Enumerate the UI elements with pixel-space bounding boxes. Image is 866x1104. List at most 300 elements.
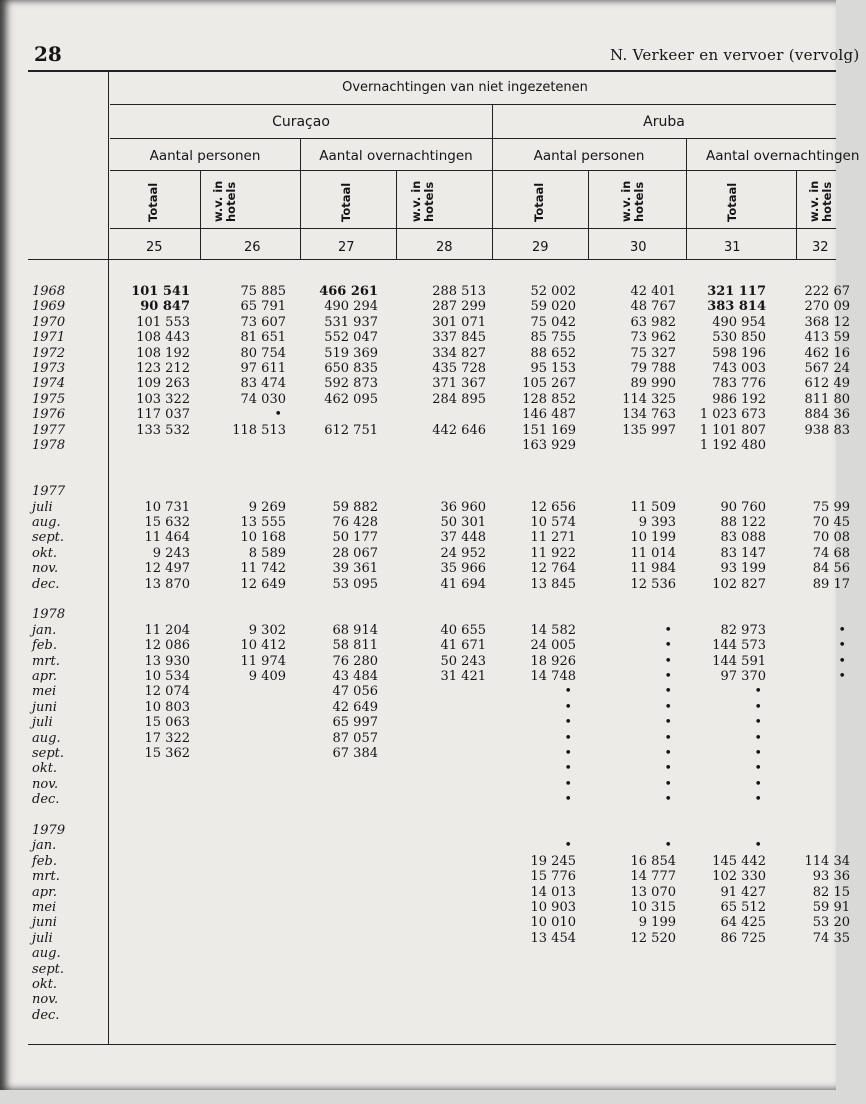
table-cell: 114 325 <box>622 391 676 407</box>
main-heading: Overnachtingen van niet ingezetenen <box>342 80 588 95</box>
table-cell: 11 014 <box>630 545 676 561</box>
aruba-nights-heading: Aantal overnachtingen <box>706 148 860 164</box>
row-label: 1979 <box>32 823 66 838</box>
table-cell: • <box>664 792 672 808</box>
table-cell: 10 731 <box>144 499 190 515</box>
table-cell: 86 725 <box>720 930 766 946</box>
table-cell: • <box>564 776 572 792</box>
wv-line: w.v. in <box>211 180 225 222</box>
table-cell: 75 99 <box>812 499 850 515</box>
table-cell: 151 169 <box>522 422 576 438</box>
table-cell: 75 042 <box>530 314 576 330</box>
table-cell: 39 361 <box>332 561 378 577</box>
table-cell: 108 192 <box>136 345 190 361</box>
table-cell: 13 555 <box>240 515 286 530</box>
table-cell: • <box>754 761 762 777</box>
table-cell: 144 591 <box>712 653 766 669</box>
table-cell: 9 199 <box>638 915 676 931</box>
table-cell: 97 611 <box>240 361 286 376</box>
table-cell: 24 952 <box>440 545 486 561</box>
table-cell: • <box>664 684 672 700</box>
table-cell: 163 929 <box>522 438 576 453</box>
col-heading-totaal: Totaal <box>725 182 739 222</box>
table-cell: 16 854 <box>630 853 676 869</box>
rule <box>110 138 836 139</box>
table-cell: 93 199 <box>720 561 766 577</box>
table-cell: 10 574 <box>530 515 576 530</box>
table-cell: 145 442 <box>712 853 766 869</box>
table-cell: 73 962 <box>630 330 676 346</box>
table-cell: 12 536 <box>630 576 676 592</box>
row-label: 1971 <box>32 330 66 346</box>
table-cell: 80 754 <box>240 345 286 361</box>
table-cell: 368 12 <box>804 314 850 330</box>
wv-line: w.v. in <box>619 180 633 222</box>
table-cell: 135 997 <box>622 422 676 438</box>
table-cell: 10 412 <box>240 638 286 654</box>
table-cell: 65 791 <box>240 299 286 315</box>
table-cell: 442 646 <box>432 422 486 438</box>
table-cell: 413 59 <box>804 330 850 346</box>
table-cell: • <box>754 730 762 746</box>
table-cell: 811 80 <box>804 391 850 407</box>
table-cell: 466 261 <box>319 284 378 299</box>
table-cell: 1 023 673 <box>699 407 766 423</box>
row-label: 1974 <box>32 376 66 392</box>
table-cell: 13 930 <box>144 653 190 669</box>
row-label: 1972 <box>32 345 66 361</box>
table-cell: 8 589 <box>248 545 286 561</box>
table-cell: 13 454 <box>530 930 576 946</box>
row-label: jan. <box>32 838 57 854</box>
row-label: 1973 <box>32 361 66 376</box>
table-cell: 65 512 <box>720 900 766 915</box>
table-cell: 53 20 <box>812 915 850 931</box>
table-cell: • <box>754 776 762 792</box>
table-cell: 12 520 <box>630 930 676 946</box>
table-cell: 10 199 <box>630 530 676 546</box>
table-cell: 43 484 <box>332 669 378 684</box>
table-cell: 884 36 <box>804 407 850 423</box>
table-cell: 986 192 <box>712 391 766 407</box>
aruba-heading: Aruba <box>643 114 685 130</box>
table-cell: 59 882 <box>332 499 378 515</box>
table-cell: 76 280 <box>332 653 378 669</box>
table-cell: 783 776 <box>712 376 766 392</box>
table-cell: • <box>664 730 672 746</box>
col-heading-wv-hotels <box>620 172 646 222</box>
table-cell: 270 09 <box>804 299 850 315</box>
rule <box>110 104 836 105</box>
table-cell: 87 057 <box>332 730 378 746</box>
table-cell: • <box>664 622 672 638</box>
column-number: 31 <box>724 240 741 255</box>
table-cell: 19 245 <box>530 853 576 869</box>
column-number: 27 <box>338 240 355 255</box>
table-cell: 301 071 <box>432 314 486 330</box>
table-cell: 567 24 <box>804 361 850 376</box>
row-label: dec. <box>32 576 60 592</box>
table-cell: 65 997 <box>332 715 378 731</box>
table-cell: 14 748 <box>530 669 576 684</box>
table-cell: 70 45 <box>812 515 850 530</box>
col-divider <box>200 170 201 259</box>
row-label: mei <box>32 684 57 700</box>
table-cell: 89 990 <box>630 376 676 392</box>
row-label: 1978 <box>32 607 66 623</box>
table-cell: 592 873 <box>324 376 378 392</box>
table-cell: 97 370 <box>720 669 766 684</box>
page-number: 28 <box>34 42 62 66</box>
table-cell: 15 063 <box>144 715 190 731</box>
table-cell: 12 497 <box>144 561 190 577</box>
table-cell: 12 649 <box>240 576 286 592</box>
row-label: mei <box>32 900 57 915</box>
table-cell: 337 845 <box>432 330 486 346</box>
col-heading-totaal: Totaal <box>146 182 160 222</box>
table-cell: • <box>838 653 846 669</box>
table-cell: 53 095 <box>332 576 378 592</box>
table-cell: 95 153 <box>530 361 576 376</box>
table-cell: 74 030 <box>240 391 286 407</box>
table-cell: 490 294 <box>324 299 378 315</box>
row-label: nov. <box>32 992 59 1008</box>
table-cell: 9 409 <box>248 669 286 684</box>
table-cell: • <box>754 838 762 854</box>
row-label: 1969 <box>32 299 66 315</box>
table-cell: 59 020 <box>530 299 576 315</box>
curacao-heading: Curaçao <box>272 114 330 130</box>
table-cell: 28 067 <box>332 545 378 561</box>
row-label: 1975 <box>32 391 66 407</box>
table-cell: 50 177 <box>332 530 378 546</box>
table-cell: • <box>564 746 572 761</box>
row-label: sept. <box>32 961 65 977</box>
table-cell: 83 474 <box>240 376 286 392</box>
table-cell: 11 974 <box>240 653 286 669</box>
table-cell: 435 728 <box>432 361 486 376</box>
row-label: nov. <box>32 561 59 577</box>
table-cell: 11 742 <box>240 561 286 577</box>
table-cell: • <box>838 638 846 654</box>
running-header: N. Verkeer en vervoer (vervolg) <box>610 46 860 64</box>
row-label: juli <box>32 499 53 515</box>
table-cell: 84 56 <box>812 561 850 577</box>
col-divider <box>588 170 589 259</box>
row-label: feb. <box>32 638 57 654</box>
row-label: 1968 <box>32 284 66 299</box>
col-heading-wv-hotels <box>212 172 238 222</box>
wv-line: w.v. in <box>807 180 821 222</box>
table-cell: • <box>664 776 672 792</box>
table-cell: 35 966 <box>440 561 486 577</box>
column-number: 29 <box>532 240 549 255</box>
hotels-line: hotels <box>632 181 646 222</box>
table-cell: • <box>754 792 762 808</box>
table-cell: 9 243 <box>152 545 190 561</box>
table-cell: 108 443 <box>136 330 190 346</box>
column-number: 25 <box>146 240 163 255</box>
table-cell: 321 117 <box>707 284 766 299</box>
table-cell: 52 002 <box>530 284 576 299</box>
table-cell: 288 513 <box>432 284 486 299</box>
table-cell: 17 322 <box>144 730 190 746</box>
row-label: okt. <box>32 977 58 992</box>
table-cell: 552 047 <box>324 330 378 346</box>
table-cell: • <box>838 669 846 684</box>
table-cell: 50 301 <box>440 515 486 530</box>
table-cell: 10 168 <box>240 530 286 546</box>
table-cell: 531 937 <box>324 314 378 330</box>
bottom-rule <box>28 1044 836 1045</box>
table-cell: • <box>564 715 572 731</box>
table-cell: 93 36 <box>812 869 850 885</box>
table-cell: 42 649 <box>332 699 378 715</box>
table-cell: • <box>664 638 672 654</box>
table-cell: 41 694 <box>440 576 486 592</box>
table-cell: • <box>664 761 672 777</box>
row-label: nov. <box>32 776 59 792</box>
table-cell: 83 147 <box>720 545 766 561</box>
table-cell: 41 671 <box>440 638 486 654</box>
row-label: juli <box>32 715 53 731</box>
table-cell: • <box>664 746 672 761</box>
table-cell: 42 401 <box>630 284 676 299</box>
table-cell: 128 852 <box>522 391 576 407</box>
table-cell: 18 926 <box>530 653 576 669</box>
table-cell: 117 037 <box>136 407 190 423</box>
table-cell: 383 814 <box>707 299 766 315</box>
table-cell: 462 16 <box>804 345 850 361</box>
table-cell: • <box>754 715 762 731</box>
table-cell: 15 776 <box>530 869 576 885</box>
table-cell: • <box>838 622 846 638</box>
table-cell: • <box>664 699 672 715</box>
table-cell: 134 763 <box>622 407 676 423</box>
table-cell: • <box>564 761 572 777</box>
table-cell: 90 760 <box>720 499 766 515</box>
table-cell: 13 870 <box>144 576 190 592</box>
table-cell: 10 010 <box>530 915 576 931</box>
table-cell: 598 196 <box>712 345 766 361</box>
table-cell: 74 35 <box>812 930 850 946</box>
table-cell: 90 847 <box>140 299 190 315</box>
table-cell: 9 393 <box>638 515 676 530</box>
table-cell: • <box>564 730 572 746</box>
column-number: 32 <box>812 240 829 255</box>
col-heading-wv-hotels <box>808 172 834 222</box>
table-cell: 938 83 <box>804 422 850 438</box>
row-label: 1970 <box>32 314 66 330</box>
table-cell: 12 656 <box>530 499 576 515</box>
table-cell: • <box>664 715 672 731</box>
table-cell: 10 803 <box>144 699 190 715</box>
row-label: aug. <box>32 946 61 962</box>
table-cell: 85 755 <box>530 330 576 346</box>
row-label: 1976 <box>32 407 66 423</box>
column-number: 26 <box>244 240 261 255</box>
table-cell: 13 070 <box>630 884 676 900</box>
table-cell: 612 751 <box>324 422 378 438</box>
row-label: 1977 <box>32 422 66 438</box>
table-cell: 12 086 <box>144 638 190 654</box>
table-cell: 83 088 <box>720 530 766 546</box>
table-cell: 1 192 480 <box>699 438 766 453</box>
table-cell: 64 425 <box>720 915 766 931</box>
table-cell: • <box>664 838 672 854</box>
table-cell: 88 122 <box>720 515 766 530</box>
table-cell: • <box>664 653 672 669</box>
row-label: dec. <box>32 792 60 808</box>
table-cell: 81 651 <box>240 330 286 346</box>
table-cell: 15 632 <box>144 515 190 530</box>
table-cell: 10 315 <box>630 900 676 915</box>
row-label: juli <box>32 930 53 946</box>
rule <box>110 228 836 229</box>
table-cell: 75 885 <box>240 284 286 299</box>
table-cell: 13 845 <box>530 576 576 592</box>
table-cell: 123 212 <box>136 361 190 376</box>
table-cell: 11 922 <box>530 545 576 561</box>
table-cell: 1 101 807 <box>699 422 766 438</box>
table-cell: 11 464 <box>144 530 190 546</box>
row-label: juni <box>32 915 57 931</box>
aruba-persons-heading: Aantal personen <box>533 148 645 164</box>
table-cell: • <box>564 838 572 854</box>
table-cell: 75 327 <box>630 345 676 361</box>
table-cell: 118 513 <box>232 422 286 438</box>
column-number: 28 <box>436 240 453 255</box>
table-cell: 102 330 <box>712 869 766 885</box>
column-number: 30 <box>630 240 647 255</box>
table-cell: 144 573 <box>712 638 766 654</box>
table-cell: • <box>754 684 762 700</box>
row-label: 1978 <box>32 438 66 453</box>
table-cell: 37 448 <box>440 530 486 546</box>
table-cell: 24 005 <box>530 638 576 654</box>
hotels-line: hotels <box>422 181 436 222</box>
row-label: okt. <box>32 545 58 561</box>
row-label: jan. <box>32 622 57 638</box>
header-bottom-rule <box>28 259 836 260</box>
table-cell: 11 984 <box>630 561 676 577</box>
row-label: sept. <box>32 746 65 761</box>
table-cell: 68 914 <box>332 622 378 638</box>
table-cell: 31 421 <box>440 669 486 684</box>
table-cell: 146 487 <box>522 407 576 423</box>
table-cell: 102 827 <box>712 576 766 592</box>
table-cell: 133 532 <box>136 422 190 438</box>
curacao-nights-heading: Aantal overnachtingen <box>319 148 473 164</box>
table-cell: 14 582 <box>530 622 576 638</box>
table-cell: 74 68 <box>812 545 850 561</box>
rule <box>110 170 836 171</box>
table-cell: 14 013 <box>530 884 576 900</box>
row-label: 1977 <box>32 484 66 500</box>
table-cell: 10 903 <box>530 900 576 915</box>
table-cell: • <box>564 792 572 808</box>
table-cell: 114 34 <box>804 853 850 869</box>
hotels-line: hotels <box>224 181 238 222</box>
table-cell: 91 427 <box>720 884 766 900</box>
table-cell: 222 67 <box>804 284 850 299</box>
top-rule <box>28 70 836 72</box>
table-cell: 101 541 <box>131 284 190 299</box>
table-cell: 50 243 <box>440 653 486 669</box>
table-cell: 76 428 <box>332 515 378 530</box>
table-cell: 9 302 <box>248 622 286 638</box>
table-cell: 105 267 <box>522 376 576 392</box>
table-cell: • <box>664 669 672 684</box>
table-cell: 89 17 <box>812 576 850 592</box>
table-cell: 11 271 <box>530 530 576 546</box>
row-label: aug. <box>32 730 61 746</box>
table-cell: 334 827 <box>432 345 486 361</box>
table-cell: 40 655 <box>440 622 486 638</box>
row-label: mrt. <box>32 653 60 669</box>
table-cell: 462 095 <box>324 391 378 407</box>
row-label: juni <box>32 699 57 715</box>
table-cell: 287 299 <box>432 299 486 315</box>
table-cell: 67 384 <box>332 746 378 761</box>
table-cell: 612 49 <box>804 376 850 392</box>
table-cell: 12 074 <box>144 684 190 700</box>
table-cell: 371 367 <box>432 376 486 392</box>
table-cell: 12 764 <box>530 561 576 577</box>
col-divider <box>796 170 797 259</box>
row-label: mrt. <box>32 869 60 885</box>
table-cell: 59 91 <box>812 900 850 915</box>
table-cell: 530 850 <box>712 330 766 346</box>
wv-line: w.v. in <box>409 180 423 222</box>
table-cell: 48 767 <box>630 299 676 315</box>
table-cell: 490 954 <box>712 314 766 330</box>
table-cell: 82 973 <box>720 622 766 638</box>
table-cell: 10 534 <box>144 669 190 684</box>
row-label: sept. <box>32 530 65 546</box>
table-cell: 63 982 <box>630 314 676 330</box>
table-cell: • <box>564 684 572 700</box>
col-divider <box>396 170 397 259</box>
table-cell: 109 263 <box>136 376 190 392</box>
table-cell: 58 811 <box>332 638 378 654</box>
col-heading-totaal: Totaal <box>339 182 353 222</box>
table-cell: 11 204 <box>144 622 190 638</box>
table-cell: • <box>754 699 762 715</box>
table-cell: 14 777 <box>630 869 676 885</box>
table-cell: 11 509 <box>630 499 676 515</box>
row-label: aug. <box>32 515 61 530</box>
col-heading-totaal: Totaal <box>532 182 546 222</box>
table-cell: 73 607 <box>240 314 286 330</box>
table-cell: 47 056 <box>332 684 378 700</box>
curacao-persons-heading: Aantal personen <box>149 148 261 164</box>
row-label: apr. <box>32 884 57 900</box>
table-cell: 15 362 <box>144 746 190 761</box>
row-label: dec. <box>32 1007 60 1023</box>
table-cell: • <box>274 407 282 423</box>
table-cell: • <box>564 699 572 715</box>
row-label: feb. <box>32 853 57 869</box>
hotels-line: hotels <box>820 181 834 222</box>
table-cell: 79 788 <box>630 361 676 376</box>
table-cell: 650 835 <box>324 361 378 376</box>
table-cell: 743 003 <box>712 361 766 376</box>
table-cell: 82 15 <box>812 884 850 900</box>
row-label: apr. <box>32 669 57 684</box>
table-cell: 519 369 <box>324 345 378 361</box>
col-heading-wv-hotels <box>410 172 436 222</box>
